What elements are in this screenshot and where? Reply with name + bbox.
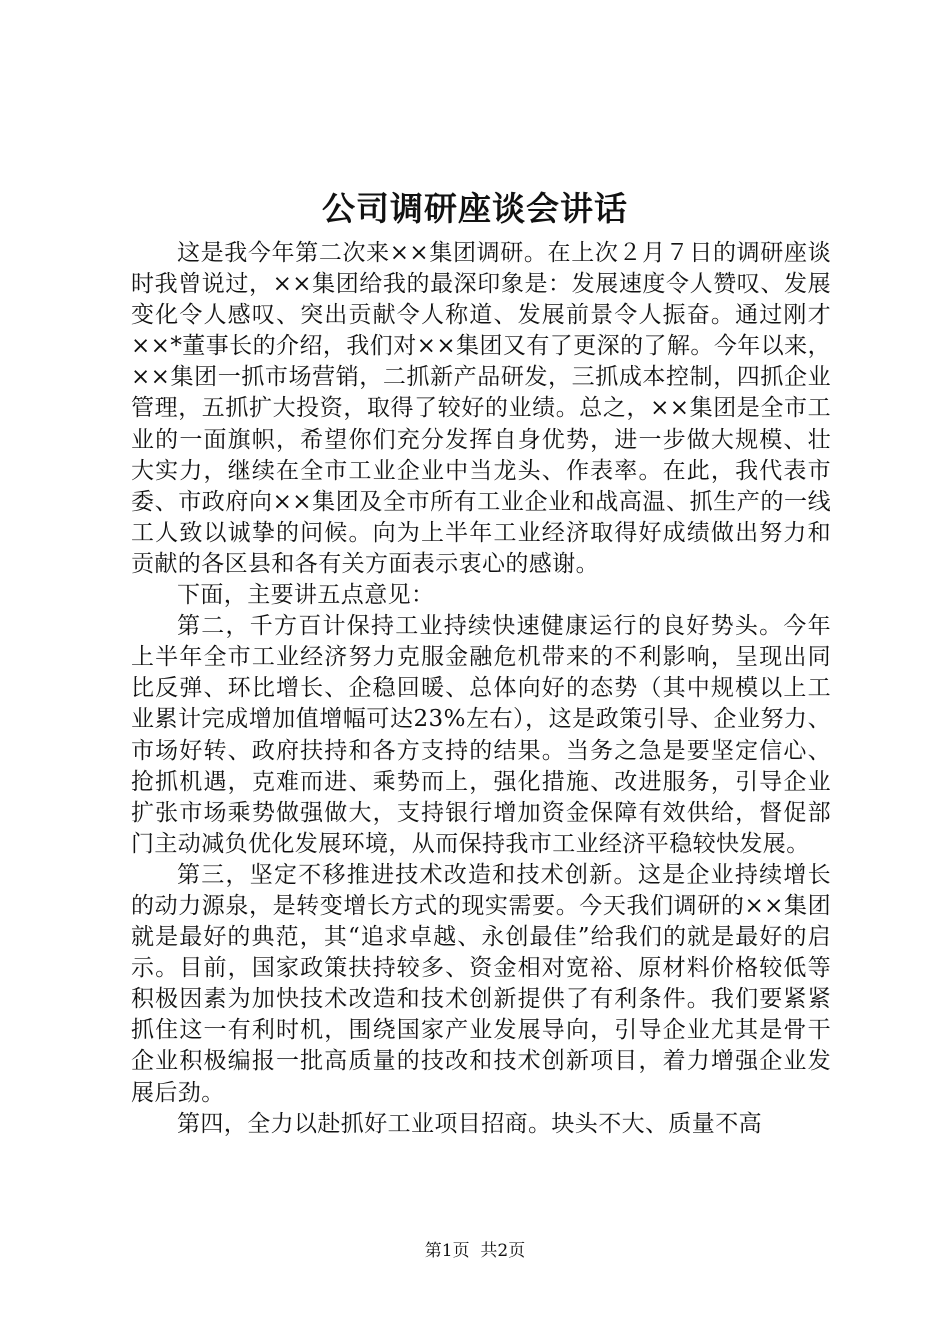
page-footer xyxy=(0,1239,950,1263)
page-number: 第1页 xyxy=(424,1241,470,1261)
paragraph-intro: 这是我今年第二次来××集团调研。在上次２月７日的调研座谈时我曾说过，××集团给我的最深印象是：发展速度令人赞叹、发展变化令人感叹、突出贡献令人称道、发展前景令人振奋。通过刚才××*董事长的介绍，我们对××集团又有了更深的了解。今年以来，××集团一抓市场营销，二抓新产品研发，三抓成本控制，四抓企业管理，五抓扩大投资，取得了较好的业绩。总之，××集团是全市工业的一面旗帜，希望你们充分发挥自身优势，进一步做大规模、壮大实力，继续在全市工业企业中当龙头、作表率。在此，我代表市委、市政府向××集团及全市所有工业企业和战高温、抓生产的一线工人致以诚挚的问候。向为上半年工业经济取得好成绩做出努力和贡献的各区县和各有关方面表示衷心的感谢。 xyxy=(131,240,831,577)
document-body xyxy=(131,238,831,1140)
paragraph-point-2: 第二，千方百计保持工业持续快速健康运行的良好势头。今年上半年全市工业经济努力克服金融危机带来的不利影响，呈现出同比反弹、环比增长、企稳回暖、总体向好的态势（其中规模以上工业累计完成增加值增幅可达23%左右），这是政策引导、企业努力、市场好转、政府扶持和各方支持的结果。当务之急是要坚定信心、抢抓机遇，克难而进、乘势而上，强化措施、改进服务，引导企业扩张市场乘势做强做大，支持银行增加资金保障有效供给，督促部门主动减负优化发展环境，从而保持我市工业经济平稳较快发展。 xyxy=(131,613,831,857)
paragraph-point-4: 第四，全力以赴抓好工业项目招商。块头不大、质量不高 xyxy=(177,1110,762,1137)
document-title: 公司调研座谈会讲话 xyxy=(322,189,628,228)
page-total: 共2页 xyxy=(480,1241,526,1261)
paragraph-point-3: 第三，坚定不移推进技术改造和技术创新。这是企业持续增长的动力源泉，是转变增长方式的现实需要。今天我们调研的××集团就是最好的典范，其“追求卓越、永创最佳”给我们的就是最好的启示。目前，国家政策扶持较多、资金相对宽裕、原材料价格较低等积极因素为加快技术改造和技术创新提供了有利条件。我们要紧紧抓住这一有利时机，围绕国家产业发展导向，引导企业尤其是骨干企业积极编报一批高质量的技改和技术创新项目，着力增强企业发展后劲。 xyxy=(131,861,831,1106)
paragraph-outline: 下面，主要讲五点意见： xyxy=(177,582,435,609)
